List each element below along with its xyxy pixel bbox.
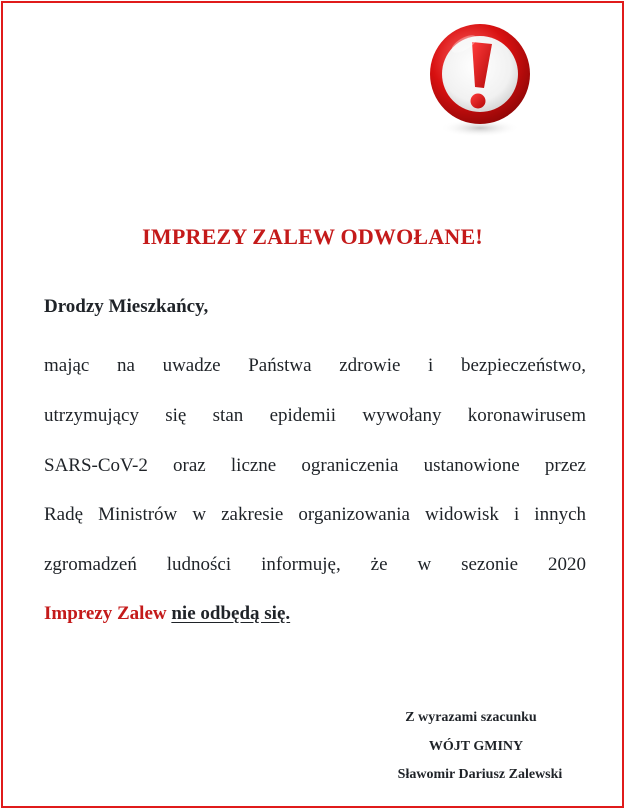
event-name: Imprezy Zalew xyxy=(44,603,167,624)
signature-name: Sławomir Dariusz Zalewski xyxy=(397,767,563,782)
cancellation-statement xyxy=(44,603,290,625)
cancellation-text: nie odbędą się. xyxy=(171,603,291,624)
body-line: Radę Ministrów w zakresie organizowania widowisk i innych xyxy=(44,504,586,525)
greeting: Drodzy Mieszkańcy, xyxy=(44,296,209,317)
notice-title: IMPREZY ZALEW ODWOŁANE! xyxy=(142,224,483,249)
body-line: utrzymujący się stan epidemii wywołany koronawirusem xyxy=(44,405,586,426)
body-line: zgromadzeń ludności informuję, że w sezonie 2020 xyxy=(44,554,586,575)
signature-office: WÓJT GMINY xyxy=(428,739,524,754)
exclamation-alert-icon xyxy=(428,22,532,138)
body-line: mając na uwadze Państwa zdrowie i bezpieczeństwo, xyxy=(44,355,586,376)
body-line: SARS-CoV-2 oraz liczne ograniczenia ustanowione przez xyxy=(44,455,586,476)
signature-closing: Z wyrazami szacunku xyxy=(405,710,537,725)
